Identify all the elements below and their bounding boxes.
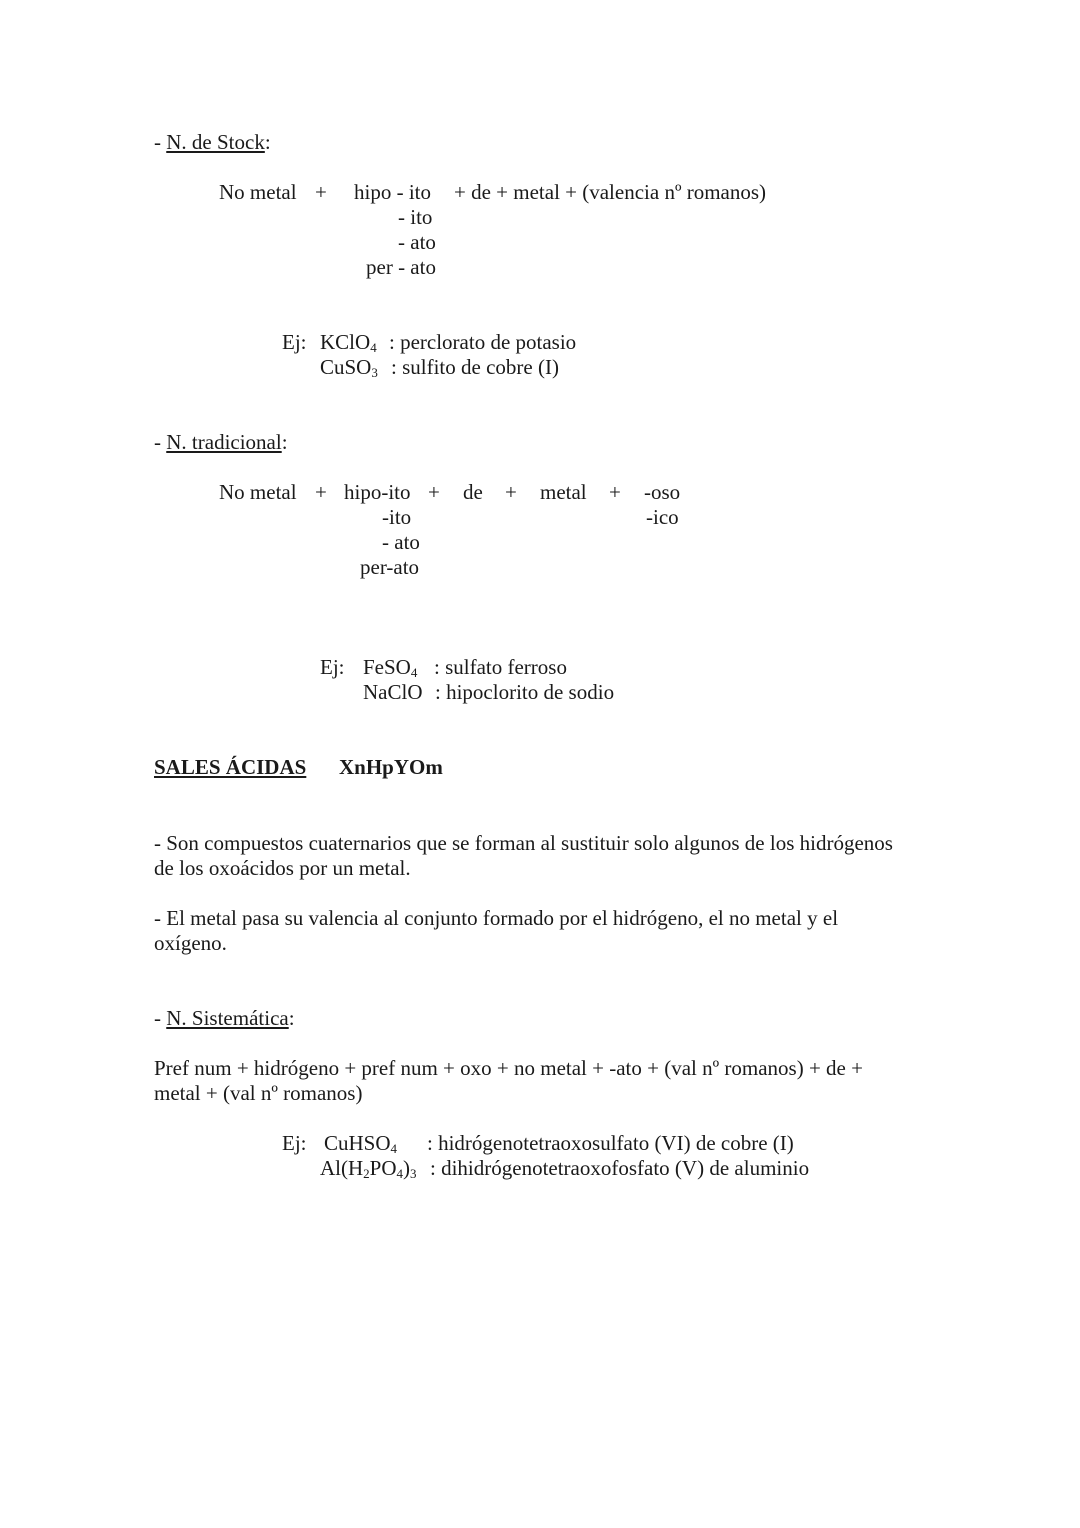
sistematica-example-1-desc: : hidrógenotetraoxosulfato (VI) de cobre (I) — [427, 1131, 794, 1155]
stock-no-metal: No metal — [219, 180, 297, 204]
sales-acidas-title: SALES ÁCIDAS — [154, 755, 307, 779]
trad-prefix-4: per-ato — [360, 555, 420, 579]
paragraph-1-line-1: - Son compuestos cuaternarios que se forman al sustituir solo algunos de los hidrógenos — [154, 831, 893, 855]
tradicional-heading-label: N. tradicional — [166, 430, 282, 454]
stock-prefix-2: - ito — [398, 205, 433, 229]
trad-example-2-desc: : hipoclorito de sodio — [435, 680, 615, 704]
trad-no-metal: No metal — [219, 480, 297, 504]
stock-prefix-4: per - ato — [366, 255, 436, 279]
trad-ending-2: -ico — [646, 505, 679, 529]
trad-plus-4: + — [609, 480, 621, 504]
sistematica-formula-line-2: metal + (val nº romanos) — [154, 1081, 363, 1105]
stock-prefix-1: hipo - ito — [354, 180, 431, 204]
stock-heading: - N. de Stock: — [154, 130, 271, 154]
sistematica-example-2-desc: : dihidrógenotetraoxofosfato (V) de aluminio — [430, 1156, 810, 1180]
trad-ej-label: Ej: — [320, 655, 345, 679]
trad-example-1-formula: FeSO$_4$ — [363, 655, 418, 680]
trad-de: de — [463, 480, 483, 504]
trad-prefix-2: -ito — [382, 505, 412, 529]
tradicional-heading: - N. tradicional: — [154, 430, 288, 454]
sales-acidas-formula: XnHpYOm — [339, 755, 443, 779]
stock-example-2-formula: CuSO$_3$ — [320, 355, 378, 380]
sistematica-example-1-formula: CuHSO$_4$ — [324, 1131, 398, 1156]
stock-prefix-3: - ato — [398, 230, 436, 254]
stock-ej-label: Ej: — [282, 330, 307, 354]
sistematica-heading: - N. Sistemática: — [154, 1006, 295, 1030]
paragraph-2-line-1: - El metal pasa su valencia al conjunto formado por el hidrógeno, el no metal y el — [154, 906, 839, 930]
trad-example-1-desc: : sulfato ferroso — [434, 655, 567, 679]
trad-plus-3: + — [505, 480, 517, 504]
sistematica-formula-line-1: Pref num + hidrógeno + pref num + oxo + no metal + -ato + (val nº romanos) + de + — [154, 1056, 863, 1080]
sistematica-ej-label: Ej: — [282, 1131, 307, 1155]
trad-plus-1: + — [315, 480, 327, 504]
trad-example-2-formula: NaClO — [363, 680, 423, 704]
stock-heading-label: N. de Stock — [166, 130, 265, 154]
sistematica-heading-label: N. Sistemática — [166, 1006, 289, 1030]
paragraph-2-line-2: oxígeno. — [154, 931, 227, 955]
stock-example-2-desc: : sulfito de cobre (I) — [391, 355, 559, 379]
trad-metal: metal — [540, 480, 587, 504]
stock-example-1-formula: KClO$_4$ — [320, 330, 377, 355]
stock-example-1-desc: : perclorato de potasio — [389, 330, 577, 354]
trad-ending-1: -oso — [644, 480, 681, 504]
stock-formula-rest: + de + metal + (valencia nº romanos) — [454, 180, 767, 204]
sistematica-example-2-formula: $Al(H_2PO_4)_3$ — [320, 1156, 417, 1181]
trad-prefix-3: - ato — [382, 530, 420, 554]
trad-plus-2: + — [428, 480, 440, 504]
stock-plus: + — [315, 180, 327, 204]
paragraph-1-line-2: de los oxoácidos por un metal. — [154, 856, 411, 880]
trad-prefix-1: hipo-ito — [344, 480, 411, 504]
